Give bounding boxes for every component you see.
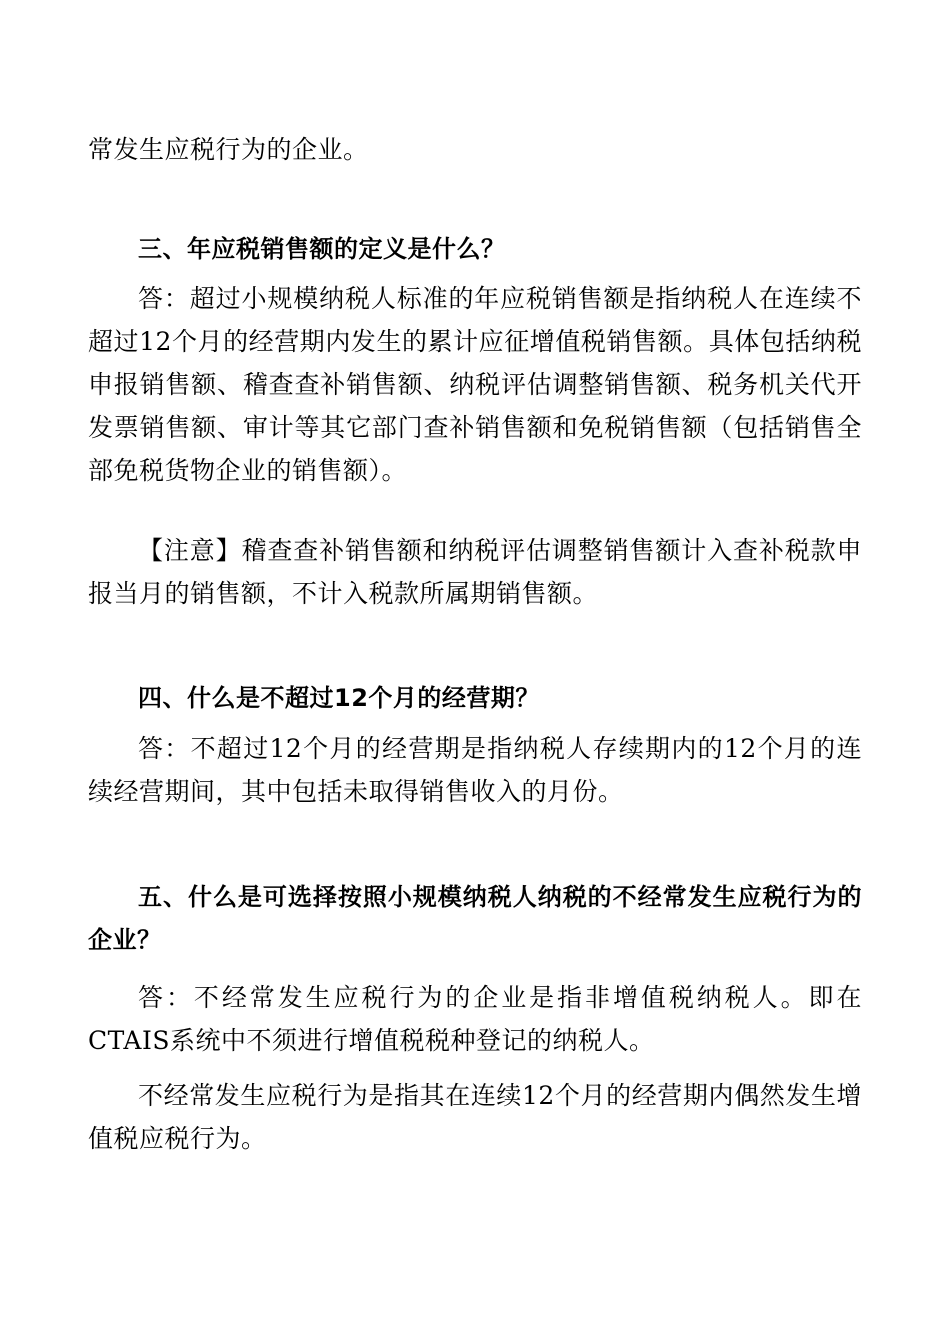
- section-3-note-paragraph: 【注意】稽查查补销售额和纳税评估调整销售额计入查补税款申报当月的销售额，不计入税款所属期销售额。: [88, 536, 862, 608]
- section-4-heading: 四、什么是不超过12个月的经营期？: [138, 684, 540, 712]
- section-3-heading: 三、年应税销售额的定义是什么？: [138, 235, 506, 263]
- section-5-answer-paragraph: 答：不经常发生应税行为的企业是指非增值税纳税人。即在CTAIS系统中不须进行增值税税种登记的纳税人。: [88, 983, 862, 1055]
- intro-continuation-paragraph: 常发生应税行为的企业。: [88, 135, 369, 164]
- document-page: [88, 0, 862, 1344]
- section-5-note-paragraph: 不经常发生应税行为是指其在连续12个月的经营期内偶然发生增值税应税行为。: [88, 1081, 862, 1153]
- section-5-heading: 五、什么是可选择按照小规模纳税人纳税的不经常发生应税行为的企业？: [88, 883, 862, 954]
- section-3-answer-paragraph: 答：超过小规模纳税人标准的年应税销售额是指纳税人在连续不超过12个月的经营期内发生的累计应征增值税销售额。具体包括纳税申报销售额、稽查查补销售额、纳税评估调整销售额、税务机关代开发票销售额、审计等其它部门查补销售额和免税销售额（包括销售全部免税货物企业的销售额）。: [88, 284, 862, 485]
- section-4-answer-paragraph: 答：不超过12个月的经营期是指纳税人存续期内的12个月的连续经营期间，其中包括未取得销售收入的月份。: [88, 734, 862, 806]
